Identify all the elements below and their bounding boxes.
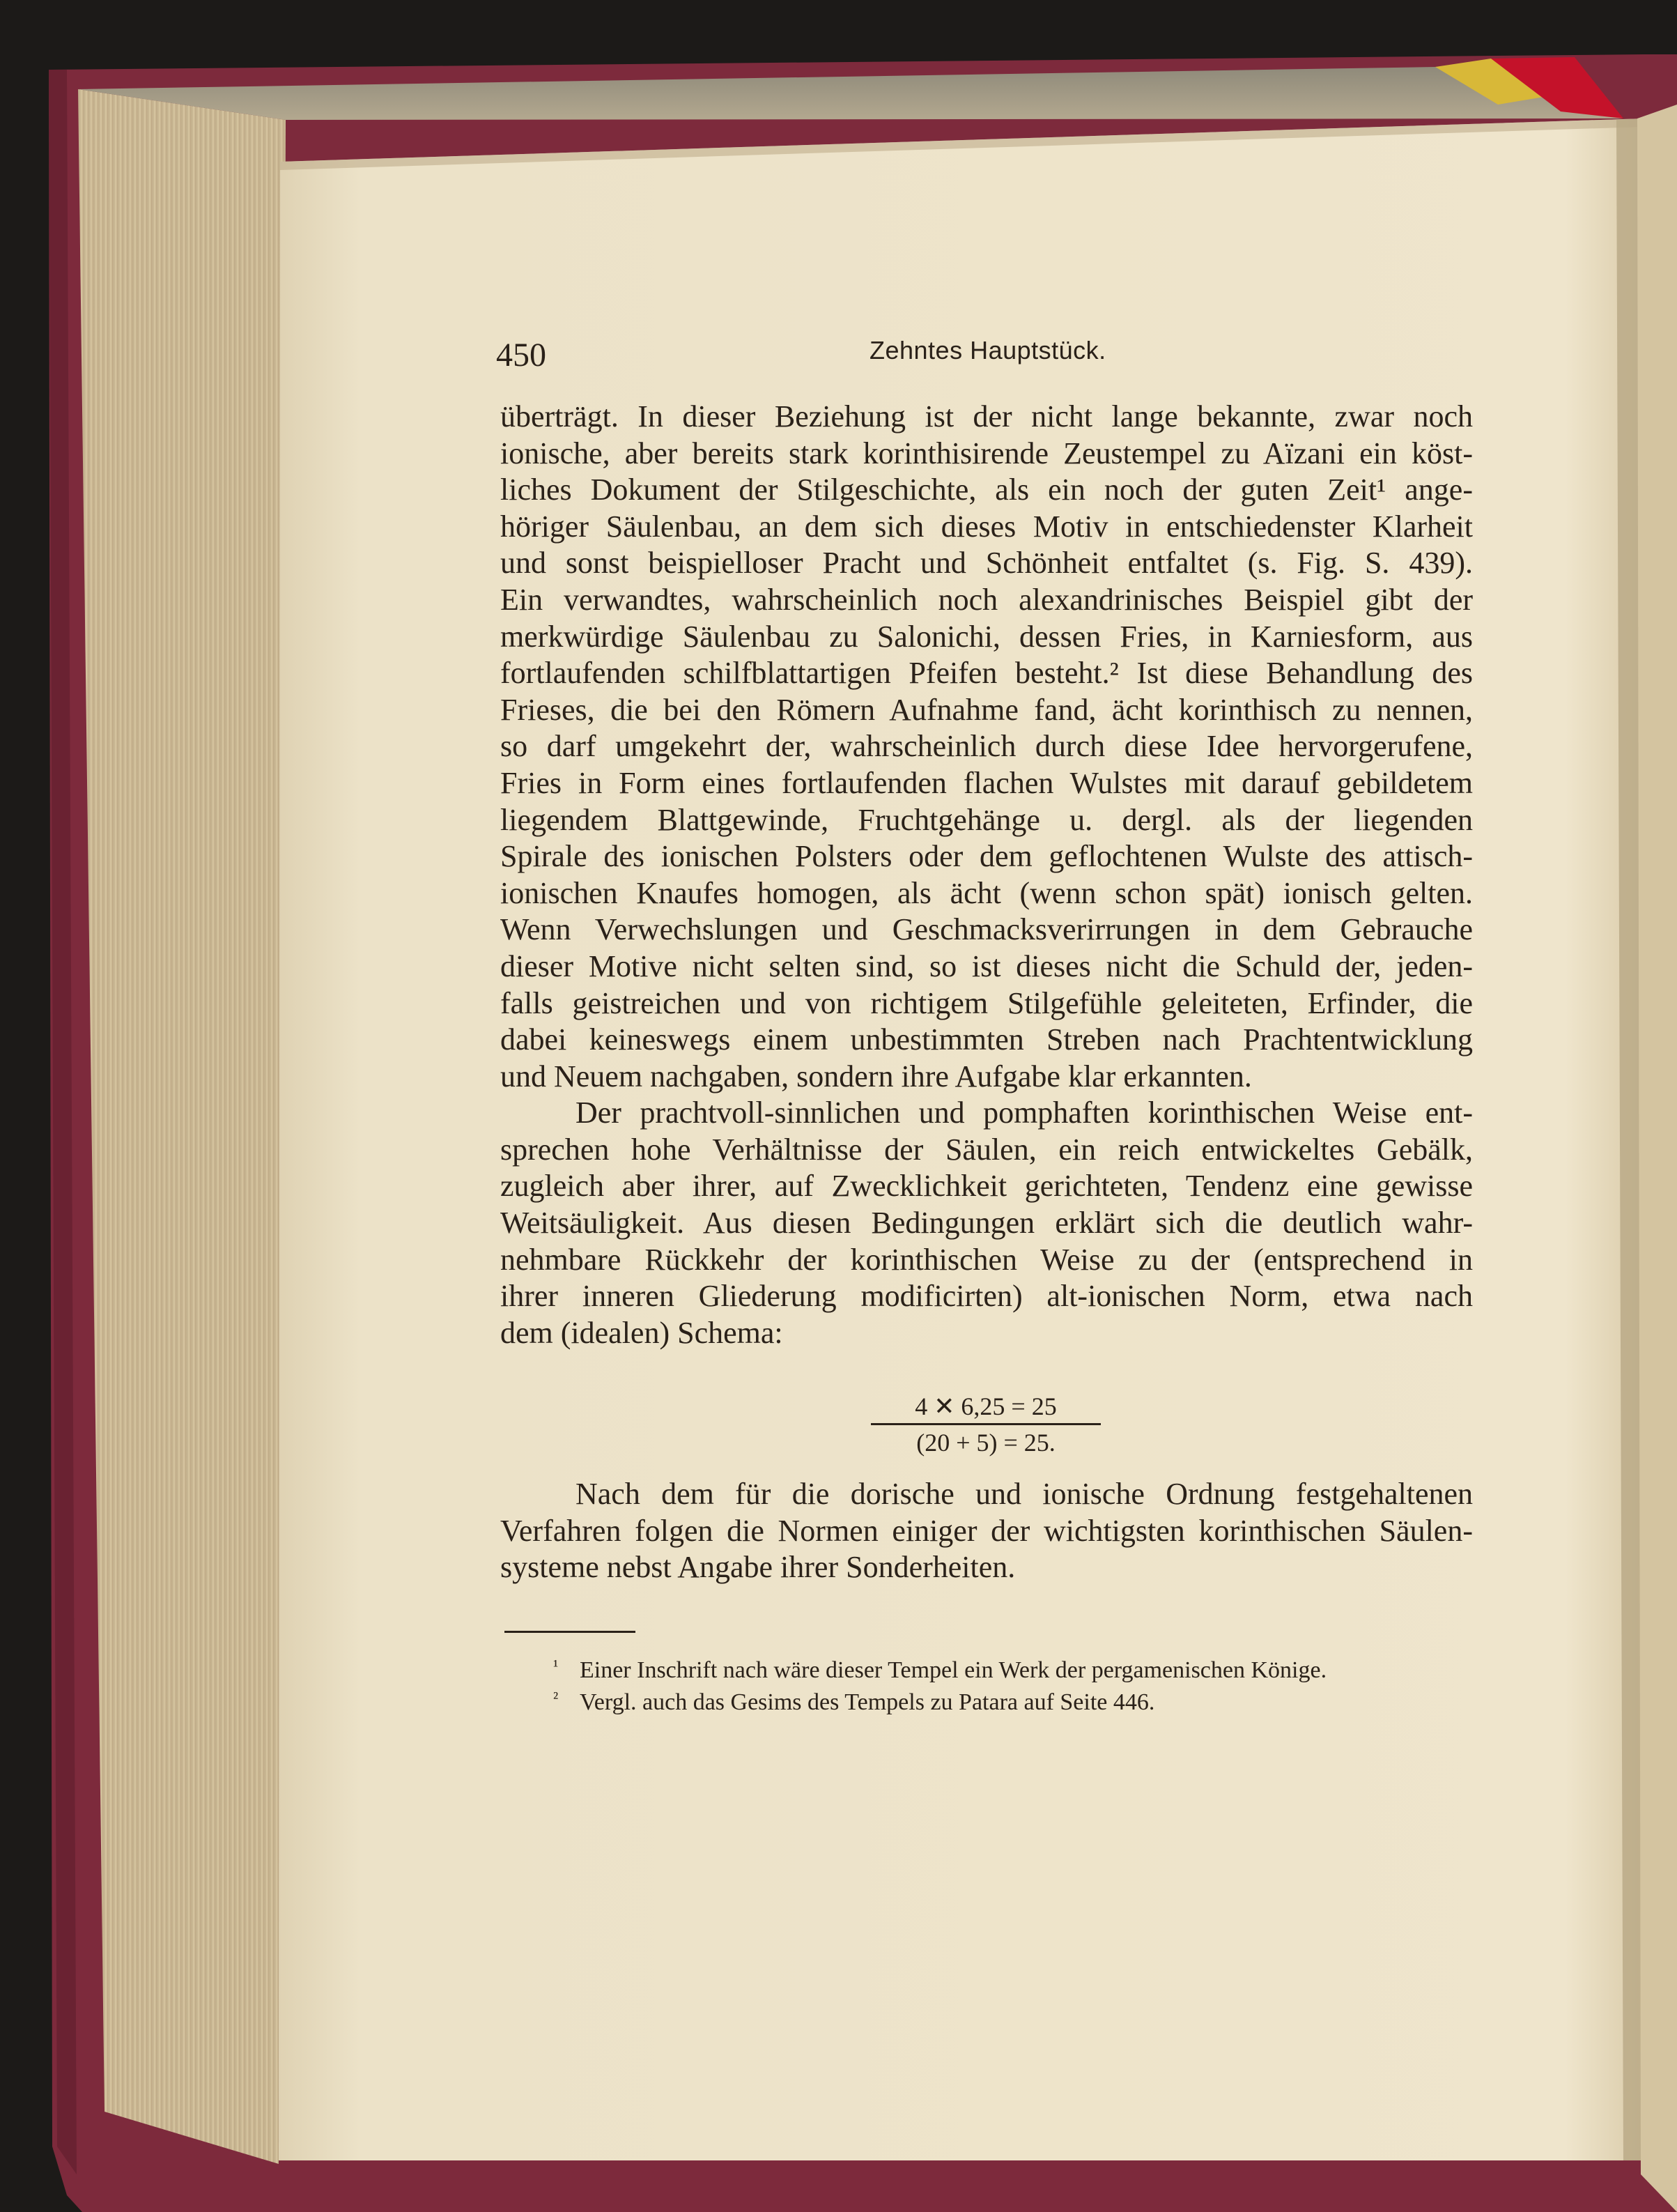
footnote-2 [553, 1687, 1478, 1719]
footnotes [553, 1654, 1478, 1719]
text-line: nehmbare Rückkehr der korinthischen Weise zu der (entsprechend in [500, 1242, 1473, 1277]
text-line: dem (idealen) Schema: [500, 1315, 783, 1350]
text-line: überträgt. In dieser Beziehung ist der nicht lange bekannte, zwar noch [500, 399, 1473, 433]
text-line: Der prachtvoll-sinnlichen und pomphaften korinthischen Weise ent- [575, 1096, 1473, 1130]
text-line: ionischen Knaufes homogen, als ächt (wenn schon spät) ionisch gelten. [500, 875, 1473, 910]
text-line: fortlaufenden schilfblattartigen Pfeifen besteht.² Ist diese Behandlung des [500, 656, 1473, 691]
footnote-text: Einer Inschrift nach wäre dieser Tempel ein Werk der pergamenischen Könige. [580, 1657, 1327, 1683]
text-line: Spirale des ionischen Polsters oder dem geflochtenen Wulste des attisch- [500, 839, 1473, 874]
text-line: Ein verwandtes, wahrscheinlich noch alexandrinisches Beispiel gibt der [500, 582, 1473, 617]
footnote-text: Vergl. auch das Gesims des Tempels zu Patara auf Seite 446. [580, 1689, 1155, 1715]
main-text [500, 399, 1473, 1351]
formula [871, 1391, 1101, 1459]
text-line: sprechen hohe Verhältnisse der Säulen, ein reich entwickeltes Gebälk, [500, 1132, 1473, 1167]
text-line: und Neuem nachgaben, sondern ihre Aufgabe klar erkannten. [500, 1059, 1252, 1093]
text-line: ionische, aber bereits stark korinthisirende Zeustempel zu Aïzani ein köst- [500, 436, 1473, 470]
footnote-1 [553, 1654, 1478, 1687]
text-line: Wenn Verwechslungen und Geschmacksverirrungen in dem Gebrauche [500, 912, 1473, 947]
text-line: Weitsäuligkeit. Aus diesen Bedingungen erklärt sich die deutlich wahr- [500, 1206, 1473, 1241]
text-line: liegendem Blattgewinde, Fruchtgehänge u. dergl. als der liegenden [500, 802, 1473, 837]
text-line: falls geistreichen und von richtigem Stilgefühle geleiteten, Erfinder, die [500, 985, 1473, 1020]
page-number: 450 [496, 337, 546, 374]
formula-denominator: (20 + 5) = 25. [916, 1429, 1056, 1457]
text-line: und sonst beispielloser Pracht und Schönheit entfaltet (s. Fig. S. 439). [500, 546, 1473, 581]
footnote-marker: ² [553, 1689, 559, 1707]
running-head: Zehntes Hauptstück. [870, 336, 1106, 364]
formula-numerator: 4 ✕ 6,25 = 25 [871, 1391, 1101, 1425]
text-line: Frieses, die bei den Römern Aufnahme fand, ächt korinthisch zu nennen, [500, 692, 1473, 727]
text-line: liches Dokument der Stilgeschichte, als ein noch der guten Zeit¹ ange- [500, 473, 1473, 507]
footnote-rule [504, 1631, 635, 1633]
closing-paragraph [500, 1476, 1473, 1586]
text-line: merkwürdige Säulenbau zu Salonichi, dessen Fries, in Karniesform, aus [500, 619, 1473, 654]
text-line: systeme nebst Angabe ihrer Sonderheiten. [500, 1550, 1016, 1585]
text-line: Verfahren folgen die Normen einiger der wichtigsten korinthischen Säulen- [500, 1513, 1473, 1548]
text-line: höriger Säulenbau, an dem sich dieses Motiv in entschiedenster Klarheit [500, 509, 1473, 544]
text-line: ihrer inneren Gliederung modificirten) alt-ionischen Norm, etwa nach [500, 1279, 1473, 1314]
text-line: dieser Motive nicht selten sind, so ist dieses nicht die Schuld der, jeden- [500, 948, 1473, 983]
text-line: dabei keineswegs einem unbestimmten Streben nach Prachtentwicklung [500, 1022, 1473, 1057]
text-line: zugleich aber ihrer, auf Zwecklichkeit gerichteten, Tendenz eine gewisse [500, 1169, 1473, 1204]
text-line: Fries in Form eines fortlaufenden flachen Wulstes mit darauf gebildetem [500, 765, 1473, 800]
text-line: so darf umgekehrt der, wahrscheinlich durch diese Idee hervorgerufene, [500, 729, 1473, 764]
text-line: Nach dem für die dorische und ionische Ordnung festgehaltenen [575, 1477, 1473, 1511]
footnote-marker: ¹ [553, 1657, 559, 1675]
